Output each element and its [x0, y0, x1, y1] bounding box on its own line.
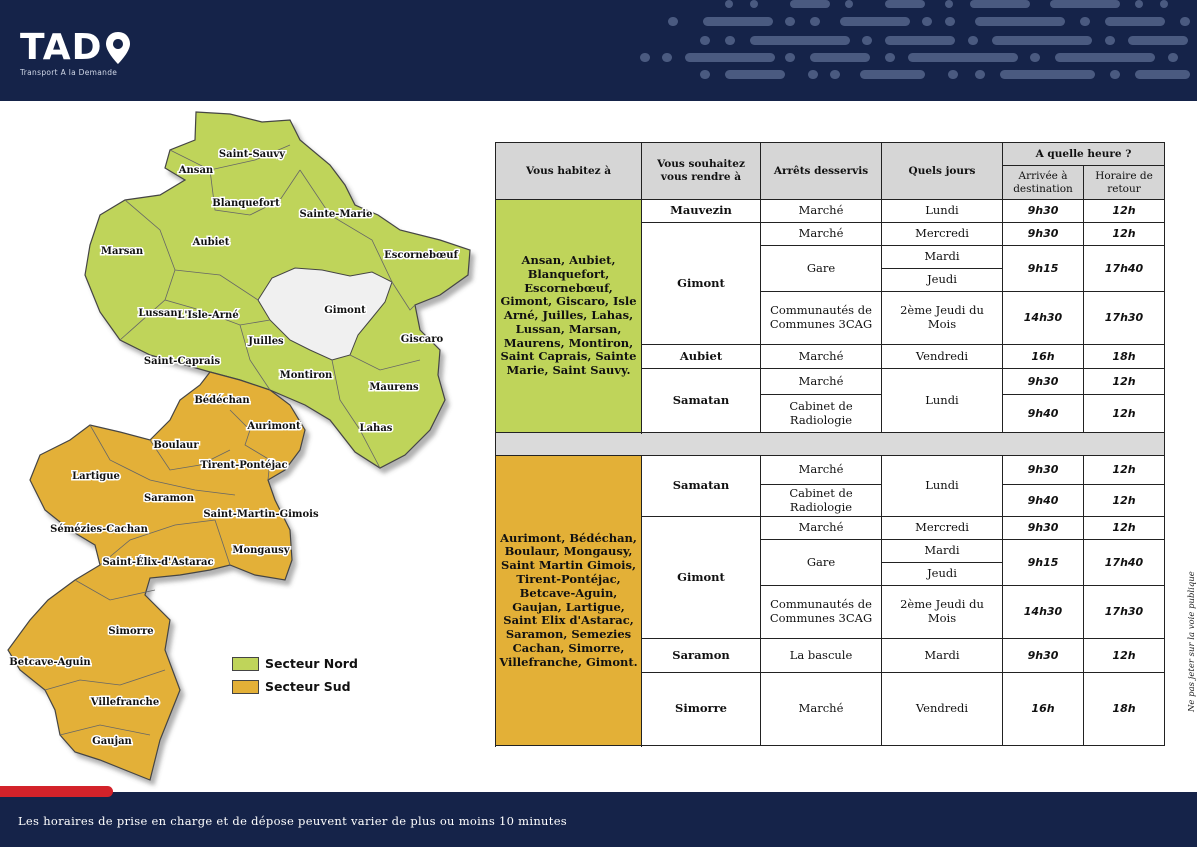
- return-cell: 17h30: [1084, 292, 1165, 345]
- map-label-blanquefort: Blanquefort: [212, 198, 280, 209]
- map-label-lisle-arne: L'Isle-Arné: [177, 310, 239, 321]
- day-cell: Mardi: [882, 246, 1003, 269]
- map-label-semezies-cachan: Sémézies-Cachan: [50, 524, 148, 535]
- day-cell: 2ème Jeudi du Mois: [882, 292, 1003, 345]
- header-retour: Horaire de retour: [1084, 166, 1165, 200]
- table-separator-row: [496, 433, 1165, 456]
- arrival-cell: 14h30: [1003, 292, 1084, 345]
- header-rendre: Vous souhaitez vous rendre à: [642, 143, 761, 200]
- map-label-marsan: Marsan: [100, 246, 144, 257]
- day-cell: Lundi: [882, 369, 1003, 433]
- return-cell: 12h: [1084, 517, 1165, 540]
- stop-cell: Marché: [761, 200, 882, 223]
- map-label-montiron: Montiron: [279, 370, 333, 381]
- header-arrivee: Arrivée à destination: [1003, 166, 1084, 200]
- map-label-saramon: Saramon: [144, 493, 194, 504]
- map-label-saint-elix-dastarac: Saint-Élix-d'Astarac: [102, 557, 214, 568]
- stop-cell: Cabinet de Radiologie: [761, 485, 882, 517]
- map-label-lartigue: Lartigue: [72, 471, 120, 482]
- destination-cell: Aubiet: [642, 345, 761, 369]
- destination-cell: Gimont: [642, 517, 761, 639]
- arrival-cell: 14h30: [1003, 586, 1084, 639]
- map-label-lahas: Lahas: [359, 423, 393, 434]
- arrival-cell: 9h15: [1003, 540, 1084, 586]
- table-row: [496, 200, 1165, 223]
- map-label-saint-martin-gimois: Saint-Martin-Gimois: [203, 509, 319, 520]
- map-label-sainte-marie: Sainte-Marie: [299, 209, 373, 220]
- return-cell: 12h: [1084, 456, 1165, 485]
- arrival-cell: 9h30: [1003, 456, 1084, 485]
- map-label-gaujan: Gaujan: [92, 736, 132, 747]
- legend-item-nord: [232, 652, 358, 675]
- day-cell: Vendredi: [882, 673, 1003, 746]
- map-label-giscaro: Giscaro: [400, 334, 444, 345]
- stop-cell: Marché: [761, 673, 882, 746]
- map-label-mongausy: Mongausy: [232, 545, 290, 556]
- return-cell: 12h: [1084, 485, 1165, 517]
- map-label-bedechan: Bédéchan: [194, 395, 250, 406]
- day-cell: Mardi: [882, 639, 1003, 673]
- stop-cell: Marché: [761, 223, 882, 246]
- return-cell: 12h: [1084, 639, 1165, 673]
- stop-cell: La bascule: [761, 639, 882, 673]
- arrival-cell: 9h40: [1003, 485, 1084, 517]
- destination-cell: Samatan: [642, 456, 761, 517]
- sud-communes-cell: Aurimont, Bédéchan, Boulaur, Mongausy, Saint Martin Gimois, Tirent-Pontéjac, Betcave-Aguin, Gaujan, Lartigue, Saint Elix d'Astarac, Saramon, Semezies Cachan, Simorre, Villefranche, Gimont.: [496, 456, 642, 746]
- legend-swatch-sud: [232, 680, 259, 694]
- map-label-aurimont: Aurimont: [247, 421, 301, 432]
- legend-label-nord: Secteur Nord: [265, 656, 358, 671]
- accent-bar: [0, 786, 113, 797]
- stop-cell: Marché: [761, 456, 882, 485]
- footer-notice: Les horaires de prise en charge et de dépose peuvent varier de plus ou moins 10 minutes: [18, 814, 567, 828]
- return-cell: 17h40: [1084, 540, 1165, 586]
- side-note: Ne pas jeter sur la voie publique: [1187, 571, 1197, 712]
- footer-banner: [0, 792, 1197, 847]
- separator-cell: [496, 433, 1165, 456]
- destination-cell: Gimont: [642, 223, 761, 345]
- day-cell: Lundi: [882, 456, 1003, 517]
- map-label-saint-caprais: Saint-Caprais: [143, 356, 221, 367]
- day-cell: Jeudi: [882, 269, 1003, 292]
- return-cell: 12h: [1084, 200, 1165, 223]
- map-label-ansan: Ansan: [178, 165, 214, 176]
- arrival-cell: 9h15: [1003, 246, 1084, 292]
- arrival-cell: 16h: [1003, 673, 1084, 746]
- day-cell: Mercredi: [882, 223, 1003, 246]
- stop-cell: Marché: [761, 345, 882, 369]
- arrival-cell: 9h30: [1003, 517, 1084, 540]
- map-legend: [232, 652, 358, 698]
- schedule-table: [495, 142, 1165, 746]
- destination-cell: Mauvezin: [642, 200, 761, 223]
- arrival-cell: 16h: [1003, 345, 1084, 369]
- map-label-lussan: Lussan: [138, 308, 178, 319]
- map-label-simorre: Simorre: [108, 626, 154, 637]
- destination-cell: Simorre: [642, 673, 761, 746]
- day-cell: Lundi: [882, 200, 1003, 223]
- arrival-cell: 9h30: [1003, 639, 1084, 673]
- return-cell: 18h: [1084, 345, 1165, 369]
- destination-cell: Samatan: [642, 369, 761, 433]
- day-cell: Mardi: [882, 540, 1003, 563]
- return-cell: 12h: [1084, 369, 1165, 395]
- map-label-villefranche: Villefranche: [90, 697, 160, 708]
- legend-item-sud: [232, 675, 358, 698]
- return-cell: 17h40: [1084, 246, 1165, 292]
- map-label-betcave-aguin: Betcave-Aguin: [9, 657, 91, 668]
- stop-cell: Marché: [761, 517, 882, 540]
- stop-cell: Communautés de Communes 3CAG: [761, 586, 882, 639]
- arrival-cell: 9h30: [1003, 200, 1084, 223]
- decorative-dots: [0, 0, 1197, 101]
- stop-cell: Communautés de Communes 3CAG: [761, 292, 882, 345]
- day-cell: Mercredi: [882, 517, 1003, 540]
- map-label-saint-sauvy: Saint-Sauvy: [218, 149, 286, 160]
- stop-cell: Cabinet de Radiologie: [761, 395, 882, 433]
- header-jours: Quels jours: [882, 143, 1003, 200]
- table-row: [496, 456, 1165, 485]
- stop-cell: Gare: [761, 246, 882, 292]
- nord-communes-cell: Ansan, Aubiet, Blanquefort, Escornebœuf, Gimont, Giscaro, Isle Arné, Juilles, Lahas, Lussan, Marsan, Maurens, Montiron, Saint Caprais, Sainte Marie, Saint Sauvy.: [496, 200, 642, 433]
- stop-cell: Marché: [761, 369, 882, 395]
- logo-subtitle: Transport A la Demande: [20, 68, 118, 77]
- return-cell: 12h: [1084, 223, 1165, 246]
- day-cell: 2ème Jeudi du Mois: [882, 586, 1003, 639]
- arrival-cell: 9h30: [1003, 369, 1084, 395]
- arrival-cell: 9h40: [1003, 395, 1084, 433]
- map-label-boulaur: Boulaur: [153, 440, 199, 451]
- map-label-tirent-pontejac: Tirent-Pontéjac: [200, 460, 288, 471]
- map-label-maurens: Maurens: [369, 382, 419, 393]
- tad-logo: [20, 27, 132, 77]
- logo-text: TAD: [20, 27, 103, 68]
- destination-cell: Saramon: [642, 639, 761, 673]
- header-heure: A quelle heure ?: [1003, 143, 1165, 166]
- map-label-gimont: Gimont: [324, 305, 366, 316]
- day-cell: Vendredi: [882, 345, 1003, 369]
- secteur-sud-area: [8, 372, 305, 780]
- header-habitez: Vous habitez à: [496, 143, 642, 200]
- header-arrets: Arrêts desservis: [761, 143, 882, 200]
- return-cell: 18h: [1084, 673, 1165, 746]
- map-pin-icon: [104, 30, 132, 66]
- day-cell: Jeudi: [882, 563, 1003, 586]
- legend-label-sud: Secteur Sud: [265, 679, 351, 694]
- header-banner: [0, 0, 1197, 101]
- return-cell: 12h: [1084, 395, 1165, 433]
- stop-cell: Gare: [761, 540, 882, 586]
- arrival-cell: 9h30: [1003, 223, 1084, 246]
- map-label-escorneboeuf: Escornebœuf: [384, 250, 458, 261]
- return-cell: 17h30: [1084, 586, 1165, 639]
- map-label-aubiet: Aubiet: [192, 237, 230, 248]
- legend-swatch-nord: [232, 657, 259, 671]
- map-label-juilles: Juilles: [248, 336, 284, 347]
